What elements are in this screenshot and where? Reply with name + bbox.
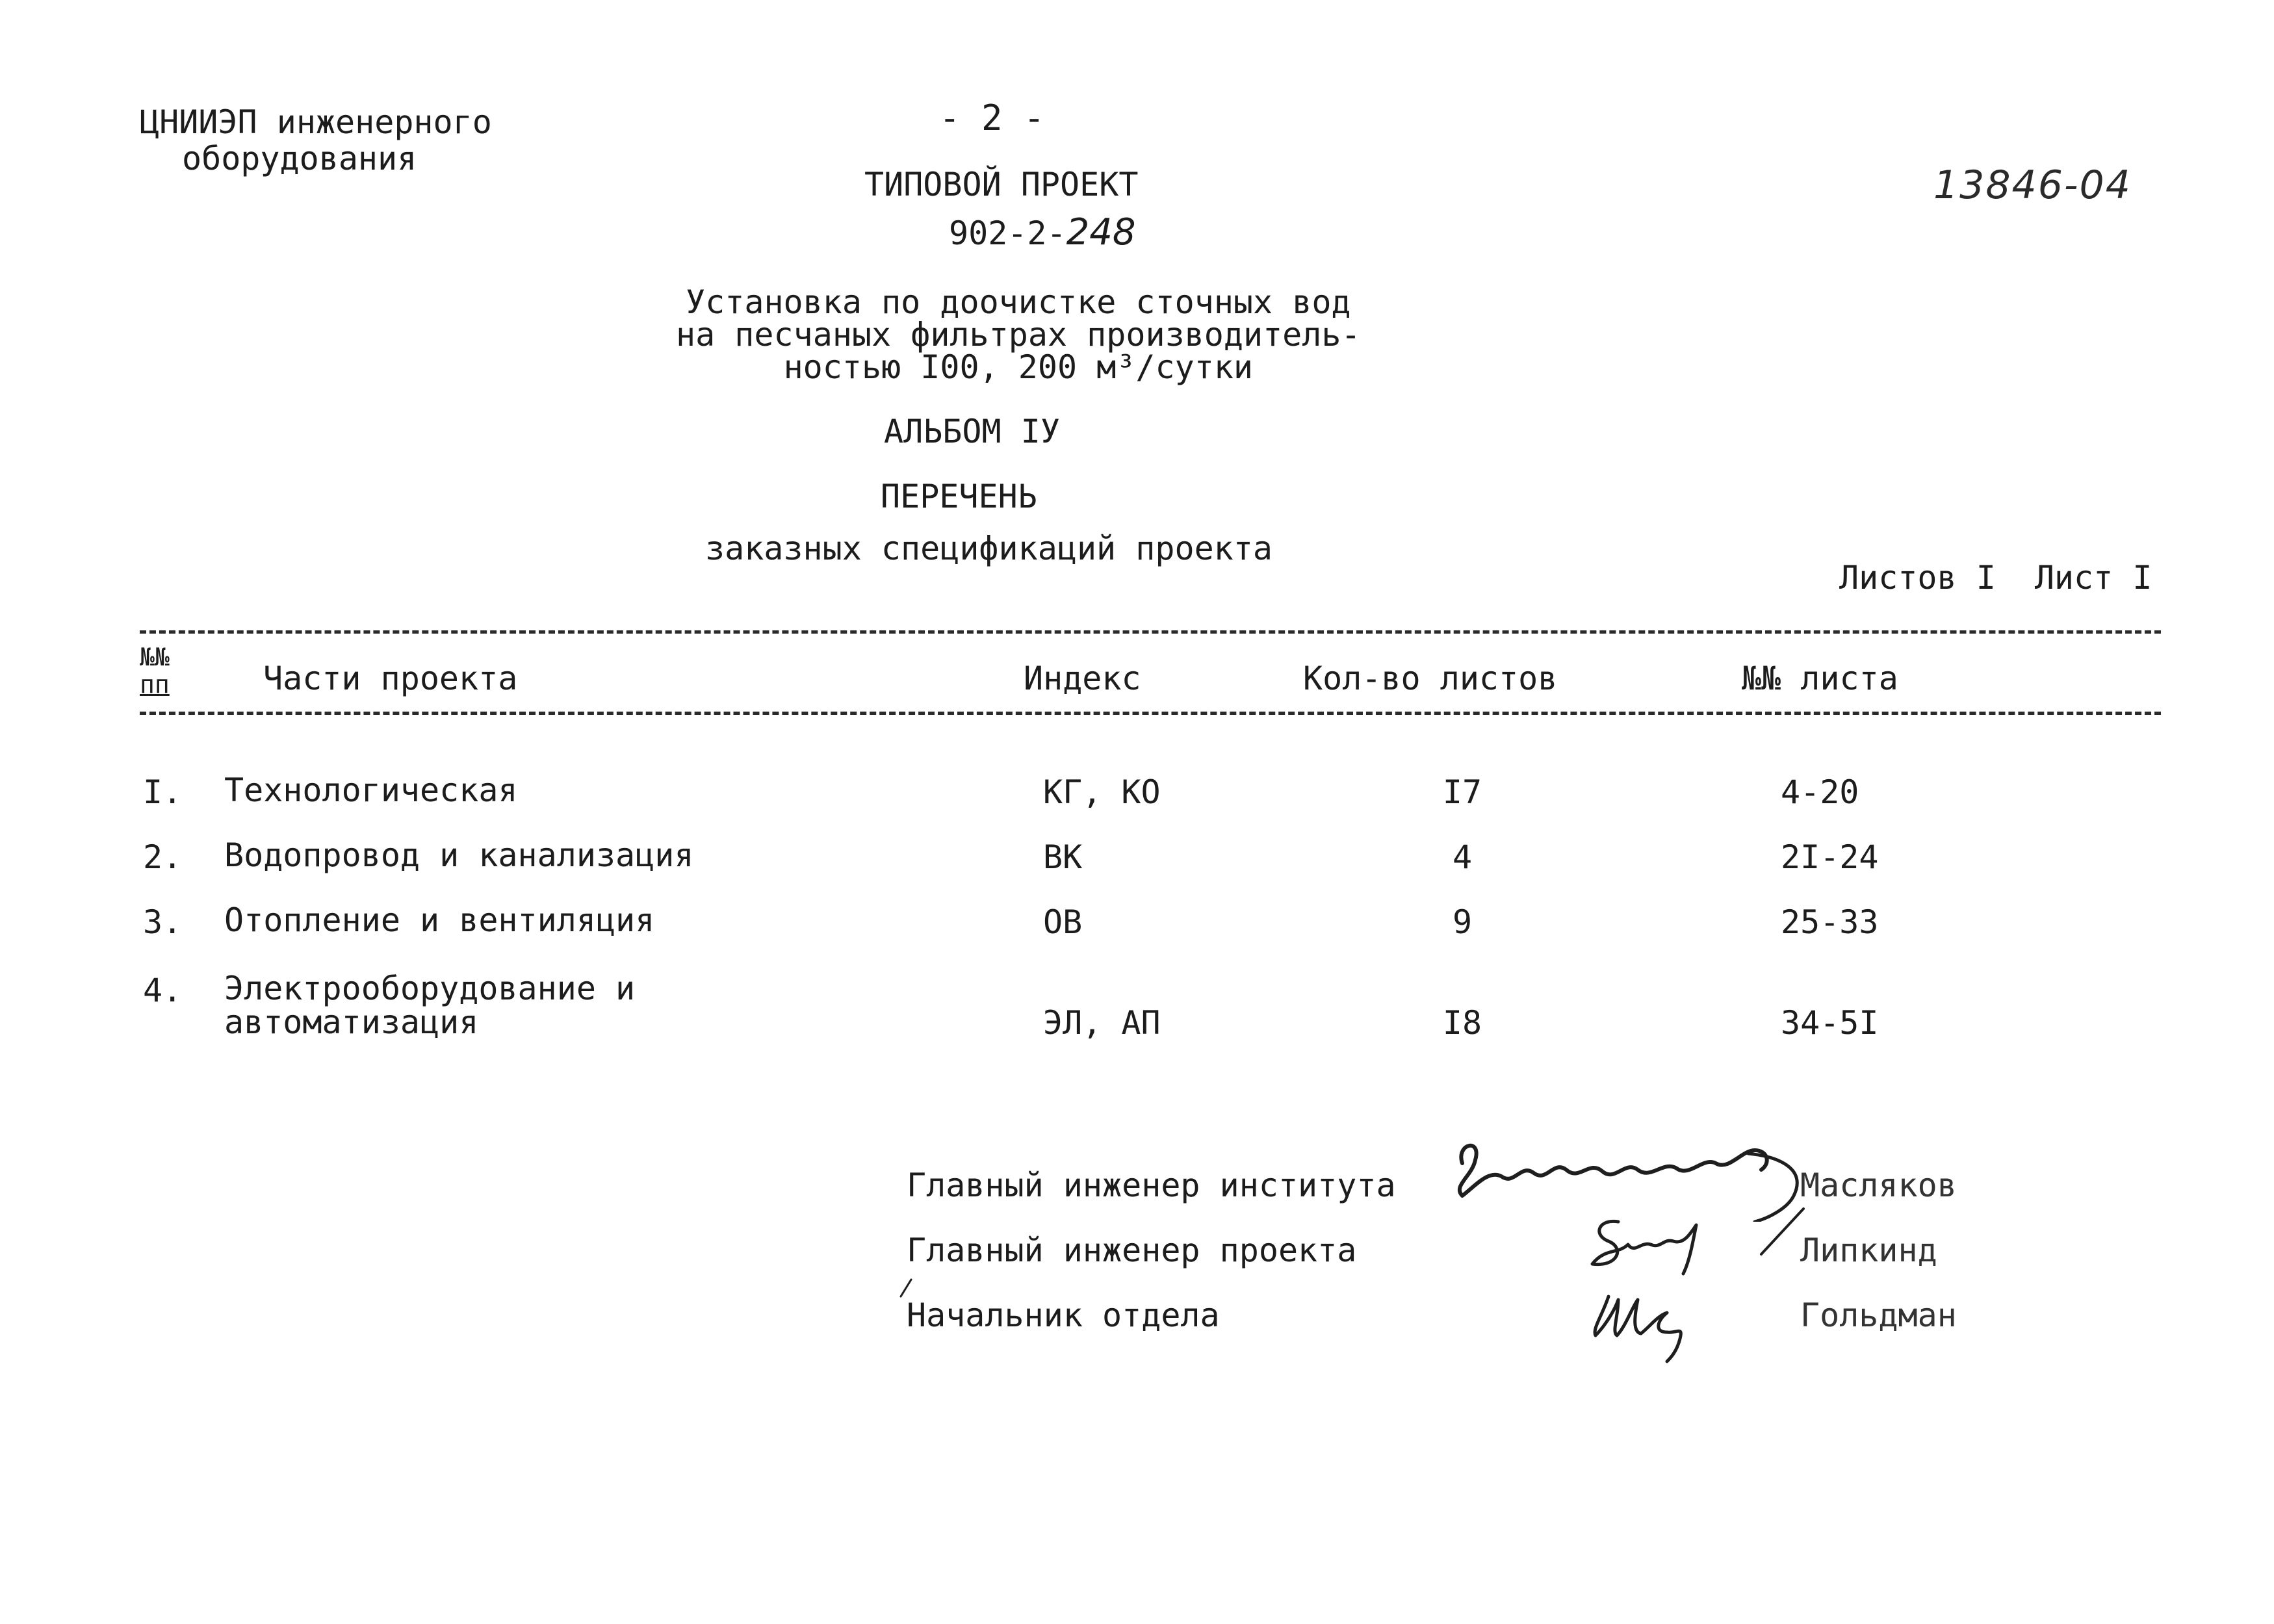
list-subtitle: заказных спецификаций проекта — [705, 530, 1273, 567]
signature-scribble-2 — [1579, 1209, 1722, 1280]
row-1-sheets: 4-20 — [1781, 773, 1859, 811]
row-4-part-line-1: Электрооборудование и — [224, 970, 636, 1007]
check-mark — [897, 1277, 916, 1303]
row-4-count: I8 — [1442, 1004, 1482, 1042]
signature-name-1: Масляков — [1800, 1166, 1957, 1204]
row-1-number: I. — [143, 773, 183, 811]
sheets-info — [1839, 559, 2152, 597]
sheets-total: Листов I — [1839, 559, 1996, 597]
header-no-bottom: пп — [140, 670, 170, 699]
subject-line-1: Установка по доочистке сточных вод — [686, 283, 1351, 321]
album-label: АЛЬБОМ IУ — [884, 413, 1060, 450]
row-3-sheets: 25-33 — [1781, 903, 1879, 941]
row-1-part: Технологическая — [224, 771, 518, 809]
project-code-prefix: 902-2- — [949, 214, 1066, 252]
signature-role-1: Главный инженер института — [907, 1166, 1396, 1204]
row-1-count: I7 — [1442, 773, 1482, 811]
signature-slash-mark — [1755, 1202, 1807, 1261]
project-code-handwritten: 248 — [1066, 211, 1136, 253]
row-2-index: ВК — [1043, 838, 1083, 876]
row-2-number: 2. — [143, 838, 183, 876]
row-1-index: КГ, КО — [1043, 773, 1161, 811]
header-part: Части проекта — [263, 660, 518, 697]
organization-line-1: ЦНИИЭП инженерного — [140, 103, 492, 141]
sheet-current: Лист I — [2034, 559, 2152, 597]
row-4-part — [224, 972, 635, 1039]
project-subject — [676, 283, 1361, 386]
row-2-part: Водопровод и канализация — [224, 836, 694, 874]
row-4-index: ЭЛ, АП — [1043, 1004, 1161, 1042]
signature-name-2: Липкинд — [1800, 1231, 1937, 1269]
page-number: - 2 - — [939, 97, 1045, 138]
table-top-divider — [140, 630, 2161, 634]
header-no-top: №№ — [140, 643, 170, 671]
row-4-part-line-2: автоматизация — [224, 1003, 479, 1041]
document-title: ТИПОВОЙ ПРОЕКТ — [864, 166, 1139, 203]
row-2-sheets: 2I-24 — [1781, 838, 1879, 876]
row-4-number: 4. — [143, 972, 183, 1009]
organization-name — [140, 104, 492, 177]
header-index: Индекс — [1024, 660, 1141, 697]
document-number: 13846-04 — [1933, 162, 2132, 208]
header-row-number — [140, 643, 170, 698]
row-3-count: 9 — [1452, 903, 1473, 941]
signature-name-3: Гольдман — [1800, 1296, 1957, 1334]
signature-role-3: Начальник отдела — [907, 1296, 1220, 1334]
signature-role-2: Главный инженер проекта — [907, 1231, 1357, 1269]
row-2-count: 4 — [1452, 838, 1473, 876]
signature-scribble-3 — [1586, 1280, 1703, 1365]
subject-line-2: на песчаных фильтрах производитель- — [676, 316, 1361, 354]
subject-line-3: ностью I00, 200 м³/сутки — [783, 348, 1254, 386]
header-count: Кол-во листов — [1303, 660, 1558, 697]
list-title: ПЕРЕЧЕНЬ — [881, 478, 1037, 515]
row-3-index: ОВ — [1043, 903, 1083, 941]
organization-line-2: оборудования — [182, 140, 417, 177]
project-code — [949, 211, 1136, 253]
header-sheet: №№ листа — [1742, 660, 1898, 697]
table-header-divider — [140, 712, 2161, 715]
row-3-part: Отопление и вентиляция — [224, 901, 655, 939]
row-3-number: 3. — [143, 903, 183, 941]
row-4-sheets: 34-5I — [1781, 1004, 1879, 1042]
